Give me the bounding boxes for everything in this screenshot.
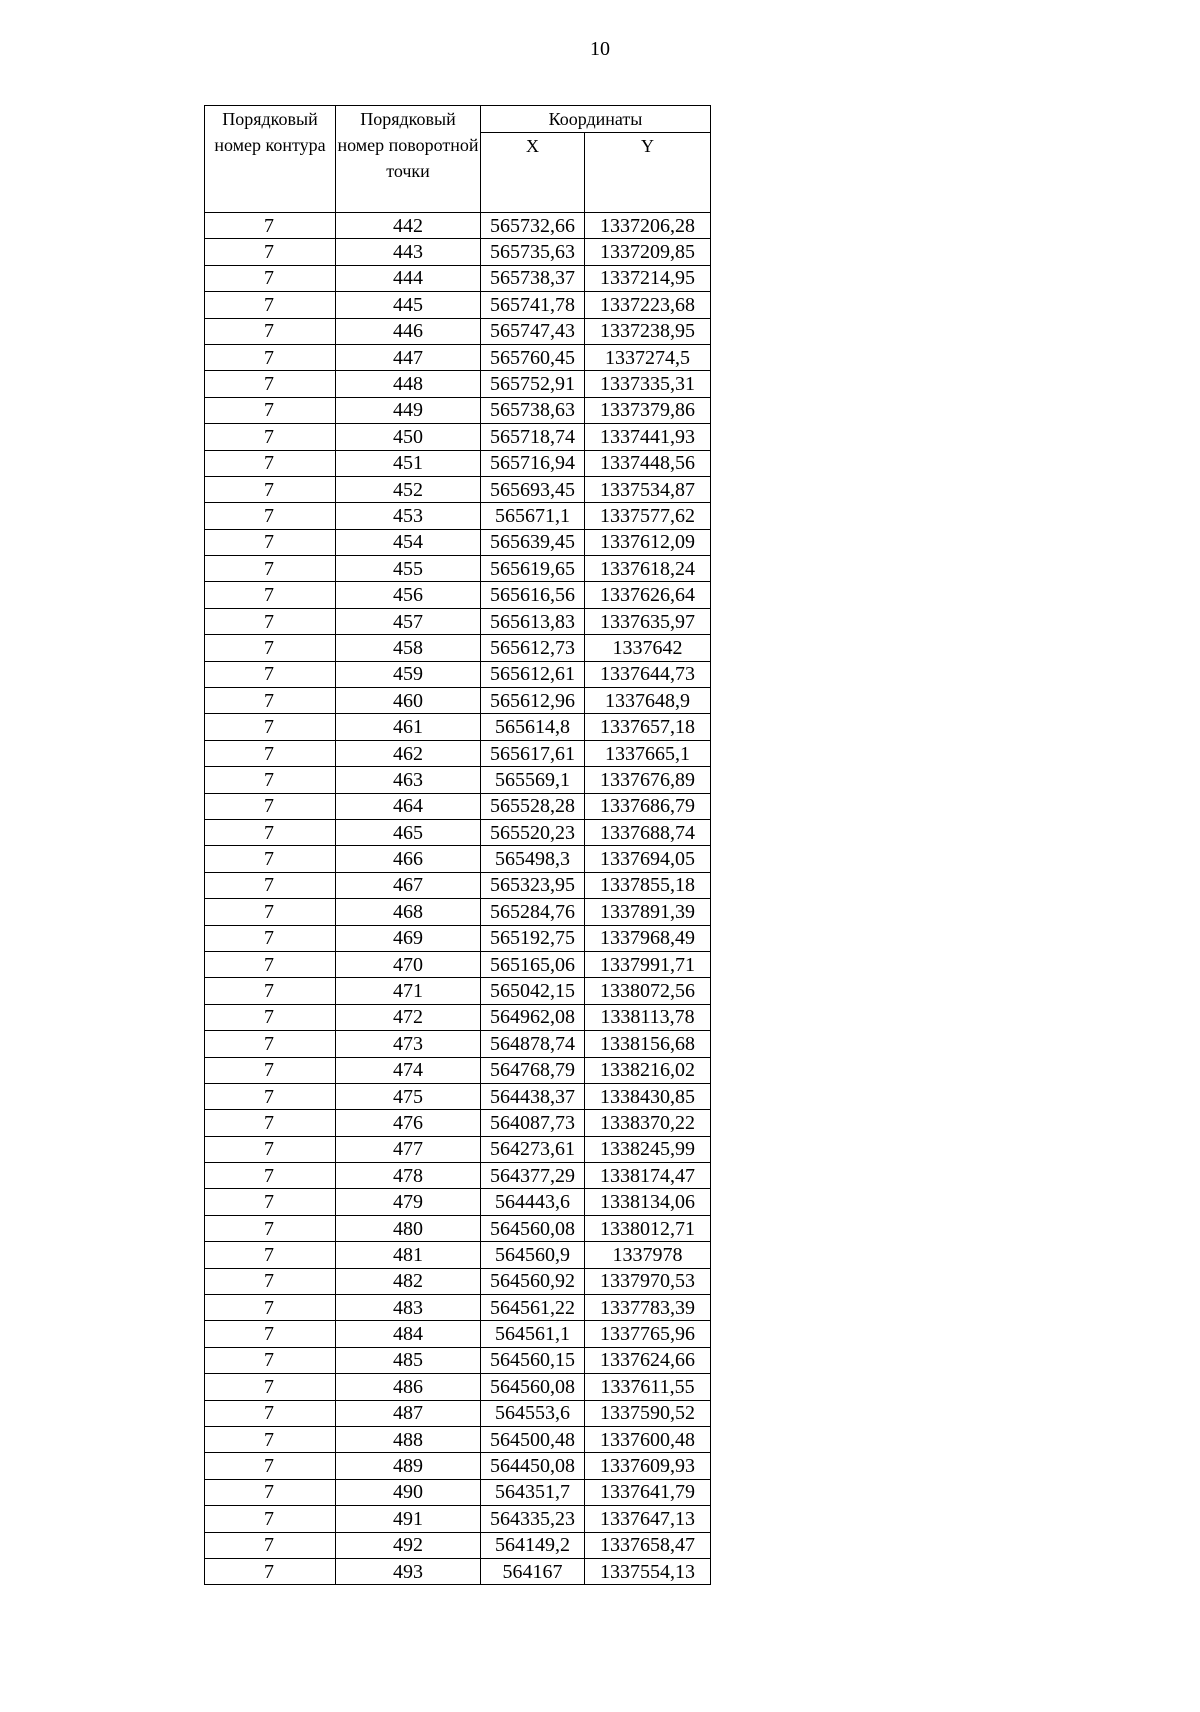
cell-y: 1337891,39 — [585, 899, 711, 925]
cell-contour: 7 — [205, 846, 336, 872]
cell-x: 564273,61 — [481, 1136, 585, 1162]
cell-x: 565732,66 — [481, 213, 585, 239]
cell-point-number: 457 — [336, 608, 481, 634]
cell-x: 565617,61 — [481, 740, 585, 766]
cell-y: 1337206,28 — [585, 213, 711, 239]
cell-x: 564561,1 — [481, 1321, 585, 1347]
cell-point-number: 446 — [336, 318, 481, 344]
table-row — [205, 1400, 711, 1426]
cell-y: 1338430,85 — [585, 1083, 711, 1109]
cell-contour: 7 — [205, 688, 336, 714]
cell-point-number: 490 — [336, 1479, 481, 1505]
cell-x: 565693,45 — [481, 476, 585, 502]
cell-point-number: 456 — [336, 582, 481, 608]
cell-contour: 7 — [205, 1110, 336, 1136]
cell-contour: 7 — [205, 1374, 336, 1400]
cell-y: 1338156,68 — [585, 1031, 711, 1057]
table-row — [205, 846, 711, 872]
cell-x: 565716,94 — [481, 450, 585, 476]
cell-y: 1337274,5 — [585, 344, 711, 370]
cell-x: 564438,37 — [481, 1083, 585, 1109]
cell-contour: 7 — [205, 767, 336, 793]
cell-x: 565738,63 — [481, 397, 585, 423]
cell-point-number: 472 — [336, 1004, 481, 1030]
cell-contour: 7 — [205, 1268, 336, 1294]
cell-contour: 7 — [205, 397, 336, 423]
cell-point-number: 453 — [336, 503, 481, 529]
header-x: X — [481, 133, 585, 213]
coordinates-table — [204, 105, 711, 1585]
cell-x: 565165,06 — [481, 951, 585, 977]
cell-contour: 7 — [205, 1426, 336, 1452]
cell-point-number: 458 — [336, 635, 481, 661]
cell-x: 565612,61 — [481, 661, 585, 687]
cell-point-number: 482 — [336, 1268, 481, 1294]
cell-x: 565639,45 — [481, 529, 585, 555]
header-coordinates: Координаты — [481, 106, 711, 133]
cell-contour: 7 — [205, 661, 336, 687]
cell-point-number: 444 — [336, 265, 481, 291]
cell-point-number: 448 — [336, 371, 481, 397]
cell-contour: 7 — [205, 1083, 336, 1109]
table-row — [205, 556, 711, 582]
cell-y: 1337618,24 — [585, 556, 711, 582]
cell-x: 564377,29 — [481, 1163, 585, 1189]
table-row — [205, 1031, 711, 1057]
cell-contour: 7 — [205, 1295, 336, 1321]
cell-contour: 7 — [205, 503, 336, 529]
cell-y: 1337968,49 — [585, 925, 711, 951]
table-row — [205, 1374, 711, 1400]
cell-point-number: 467 — [336, 872, 481, 898]
table-row — [205, 397, 711, 423]
table-row — [205, 793, 711, 819]
cell-x: 564149,2 — [481, 1532, 585, 1558]
cell-point-number: 479 — [336, 1189, 481, 1215]
table-row — [205, 424, 711, 450]
table-row — [205, 688, 711, 714]
cell-y: 1337783,39 — [585, 1295, 711, 1321]
cell-contour: 7 — [205, 1136, 336, 1162]
table-row — [205, 582, 711, 608]
cell-point-number: 488 — [336, 1426, 481, 1452]
cell-y: 1337657,18 — [585, 714, 711, 740]
cell-contour: 7 — [205, 1242, 336, 1268]
cell-point-number: 491 — [336, 1506, 481, 1532]
cell-x: 564560,08 — [481, 1374, 585, 1400]
cell-y: 1338216,02 — [585, 1057, 711, 1083]
cell-x: 564443,6 — [481, 1189, 585, 1215]
table-row — [205, 503, 711, 529]
cell-y: 1337238,95 — [585, 318, 711, 344]
cell-y: 1338072,56 — [585, 978, 711, 1004]
cell-x: 564553,6 — [481, 1400, 585, 1426]
table-body — [205, 213, 711, 1585]
cell-y: 1337214,95 — [585, 265, 711, 291]
table-row — [205, 1004, 711, 1030]
cell-point-number: 484 — [336, 1321, 481, 1347]
cell-x: 565042,15 — [481, 978, 585, 1004]
table-row — [205, 1295, 711, 1321]
table-row — [205, 1347, 711, 1373]
cell-y: 1337448,56 — [585, 450, 711, 476]
table-row — [205, 740, 711, 766]
cell-point-number: 475 — [336, 1083, 481, 1109]
cell-point-number: 460 — [336, 688, 481, 714]
cell-y: 1337577,62 — [585, 503, 711, 529]
table-row — [205, 1215, 711, 1241]
cell-contour: 7 — [205, 1031, 336, 1057]
cell-x: 565614,8 — [481, 714, 585, 740]
table-row — [205, 476, 711, 502]
cell-contour: 7 — [205, 1321, 336, 1347]
cell-contour: 7 — [205, 213, 336, 239]
cell-point-number: 477 — [336, 1136, 481, 1162]
table-row — [205, 1453, 711, 1479]
cell-contour: 7 — [205, 1506, 336, 1532]
cell-y: 1338174,47 — [585, 1163, 711, 1189]
cell-x: 565738,37 — [481, 265, 585, 291]
cell-contour: 7 — [205, 1479, 336, 1505]
table-row — [205, 925, 711, 951]
table-row — [205, 951, 711, 977]
cell-y: 1337600,48 — [585, 1426, 711, 1452]
table-row — [205, 1532, 711, 1558]
cell-x: 564450,08 — [481, 1453, 585, 1479]
cell-x: 564560,15 — [481, 1347, 585, 1373]
cell-point-number: 476 — [336, 1110, 481, 1136]
table-row — [205, 1506, 711, 1532]
cell-x: 565569,1 — [481, 767, 585, 793]
cell-y: 1337686,79 — [585, 793, 711, 819]
cell-point-number: 465 — [336, 819, 481, 845]
cell-x: 564561,22 — [481, 1295, 585, 1321]
cell-x: 565760,45 — [481, 344, 585, 370]
cell-x: 564560,9 — [481, 1242, 585, 1268]
cell-point-number: 468 — [336, 899, 481, 925]
table-row — [205, 1242, 711, 1268]
table-row — [205, 450, 711, 476]
cell-y: 1338113,78 — [585, 1004, 711, 1030]
table-row — [205, 608, 711, 634]
cell-y: 1337335,31 — [585, 371, 711, 397]
table-row — [205, 1321, 711, 1347]
cell-y: 1337609,93 — [585, 1453, 711, 1479]
cell-y: 1337554,13 — [585, 1558, 711, 1584]
cell-y: 1337624,66 — [585, 1347, 711, 1373]
header-contour-number: Порядковый номер контура — [205, 106, 336, 213]
cell-y: 1337611,55 — [585, 1374, 711, 1400]
cell-x: 565613,83 — [481, 608, 585, 634]
cell-point-number: 492 — [336, 1532, 481, 1558]
page-number: 10 — [590, 38, 610, 60]
table-row — [205, 714, 711, 740]
table-row — [205, 661, 711, 687]
cell-point-number: 450 — [336, 424, 481, 450]
cell-contour: 7 — [205, 872, 336, 898]
cell-contour: 7 — [205, 740, 336, 766]
cell-x: 564560,92 — [481, 1268, 585, 1294]
table-row — [205, 213, 711, 239]
cell-y: 1337641,79 — [585, 1479, 711, 1505]
table-row — [205, 1136, 711, 1162]
cell-y: 1337970,53 — [585, 1268, 711, 1294]
cell-y: 1337534,87 — [585, 476, 711, 502]
cell-contour: 7 — [205, 476, 336, 502]
cell-point-number: 452 — [336, 476, 481, 502]
cell-y: 1337676,89 — [585, 767, 711, 793]
header-y: Y — [585, 133, 711, 213]
cell-point-number: 485 — [336, 1347, 481, 1373]
cell-point-number: 478 — [336, 1163, 481, 1189]
cell-y: 1337765,96 — [585, 1321, 711, 1347]
cell-contour: 7 — [205, 714, 336, 740]
cell-contour: 7 — [205, 635, 336, 661]
cell-y: 1337688,74 — [585, 819, 711, 845]
cell-point-number: 483 — [336, 1295, 481, 1321]
cell-contour: 7 — [205, 239, 336, 265]
cell-y: 1337648,9 — [585, 688, 711, 714]
cell-y: 1337642 — [585, 635, 711, 661]
cell-x: 565612,73 — [481, 635, 585, 661]
cell-contour: 7 — [205, 819, 336, 845]
table-row — [205, 1558, 711, 1584]
cell-x: 565528,28 — [481, 793, 585, 819]
cell-y: 1337978 — [585, 1242, 711, 1268]
cell-contour: 7 — [205, 1558, 336, 1584]
cell-y: 1338370,22 — [585, 1110, 711, 1136]
table-row — [205, 872, 711, 898]
cell-contour: 7 — [205, 582, 336, 608]
table-row — [205, 1479, 711, 1505]
cell-contour: 7 — [205, 1163, 336, 1189]
cell-x: 565752,91 — [481, 371, 585, 397]
cell-point-number: 461 — [336, 714, 481, 740]
cell-point-number: 449 — [336, 397, 481, 423]
cell-point-number: 445 — [336, 292, 481, 318]
cell-contour: 7 — [205, 529, 336, 555]
cell-contour: 7 — [205, 344, 336, 370]
cell-contour: 7 — [205, 925, 336, 951]
cell-y: 1337441,93 — [585, 424, 711, 450]
cell-point-number: 459 — [336, 661, 481, 687]
cell-contour: 7 — [205, 1347, 336, 1373]
cell-y: 1337379,86 — [585, 397, 711, 423]
table-row — [205, 265, 711, 291]
table-row — [205, 239, 711, 265]
cell-x: 564500,48 — [481, 1426, 585, 1452]
cell-x: 565616,56 — [481, 582, 585, 608]
table-row — [205, 344, 711, 370]
cell-point-number: 442 — [336, 213, 481, 239]
cell-y: 1338134,06 — [585, 1189, 711, 1215]
cell-x: 565735,63 — [481, 239, 585, 265]
cell-x: 565741,78 — [481, 292, 585, 318]
cell-contour: 7 — [205, 1215, 336, 1241]
table-row — [205, 1268, 711, 1294]
table-row — [205, 1189, 711, 1215]
cell-y: 1337665,1 — [585, 740, 711, 766]
cell-point-number: 463 — [336, 767, 481, 793]
cell-contour: 7 — [205, 292, 336, 318]
cell-y: 1338245,99 — [585, 1136, 711, 1162]
cell-x: 564768,79 — [481, 1057, 585, 1083]
cell-contour: 7 — [205, 1532, 336, 1558]
cell-contour: 7 — [205, 1453, 336, 1479]
cell-contour: 7 — [205, 978, 336, 1004]
cell-x: 564167 — [481, 1558, 585, 1584]
cell-y: 1338012,71 — [585, 1215, 711, 1241]
cell-y: 1337694,05 — [585, 846, 711, 872]
cell-x: 564087,73 — [481, 1110, 585, 1136]
cell-x: 565323,95 — [481, 872, 585, 898]
cell-y: 1337855,18 — [585, 872, 711, 898]
cell-point-number: 481 — [336, 1242, 481, 1268]
cell-point-number: 489 — [336, 1453, 481, 1479]
cell-point-number: 486 — [336, 1374, 481, 1400]
cell-point-number: 474 — [336, 1057, 481, 1083]
cell-x: 565284,76 — [481, 899, 585, 925]
cell-contour: 7 — [205, 951, 336, 977]
cell-point-number: 487 — [336, 1400, 481, 1426]
cell-x: 565612,96 — [481, 688, 585, 714]
cell-y: 1337590,52 — [585, 1400, 711, 1426]
cell-point-number: 443 — [336, 239, 481, 265]
table-row — [205, 1163, 711, 1189]
cell-contour: 7 — [205, 1189, 336, 1215]
cell-y: 1337612,09 — [585, 529, 711, 555]
table-row — [205, 635, 711, 661]
cell-x: 565671,1 — [481, 503, 585, 529]
header-point-number: Порядковый номер поворотной точки — [336, 106, 481, 213]
cell-contour: 7 — [205, 371, 336, 397]
cell-x: 564351,7 — [481, 1479, 585, 1505]
cell-x: 565718,74 — [481, 424, 585, 450]
cell-x: 564962,08 — [481, 1004, 585, 1030]
cell-point-number: 469 — [336, 925, 481, 951]
cell-y: 1337658,47 — [585, 1532, 711, 1558]
table-row — [205, 899, 711, 925]
cell-point-number: 466 — [336, 846, 481, 872]
table-row — [205, 767, 711, 793]
cell-x: 565498,3 — [481, 846, 585, 872]
cell-y: 1337626,64 — [585, 582, 711, 608]
cell-point-number: 462 — [336, 740, 481, 766]
cell-contour: 7 — [205, 1004, 336, 1030]
cell-point-number: 473 — [336, 1031, 481, 1057]
cell-y: 1337647,13 — [585, 1506, 711, 1532]
table-row — [205, 1083, 711, 1109]
cell-point-number: 480 — [336, 1215, 481, 1241]
cell-x: 564560,08 — [481, 1215, 585, 1241]
cell-x: 564878,74 — [481, 1031, 585, 1057]
cell-point-number: 464 — [336, 793, 481, 819]
cell-y: 1337209,85 — [585, 239, 711, 265]
table-row — [205, 1426, 711, 1452]
cell-point-number: 447 — [336, 344, 481, 370]
cell-point-number: 451 — [336, 450, 481, 476]
cell-y: 1337223,68 — [585, 292, 711, 318]
table-row — [205, 978, 711, 1004]
cell-y: 1337644,73 — [585, 661, 711, 687]
cell-contour: 7 — [205, 608, 336, 634]
cell-point-number: 471 — [336, 978, 481, 1004]
table-row — [205, 529, 711, 555]
cell-contour: 7 — [205, 899, 336, 925]
cell-contour: 7 — [205, 265, 336, 291]
table-row — [205, 1110, 711, 1136]
cell-contour: 7 — [205, 556, 336, 582]
table-row — [205, 1057, 711, 1083]
cell-point-number: 455 — [336, 556, 481, 582]
cell-point-number: 470 — [336, 951, 481, 977]
table-row — [205, 318, 711, 344]
cell-x: 564335,23 — [481, 1506, 585, 1532]
cell-x: 565520,23 — [481, 819, 585, 845]
cell-point-number: 454 — [336, 529, 481, 555]
cell-y: 1337991,71 — [585, 951, 711, 977]
cell-contour: 7 — [205, 318, 336, 344]
table-row — [205, 292, 711, 318]
cell-point-number: 493 — [336, 1558, 481, 1584]
cell-y: 1337635,97 — [585, 608, 711, 634]
cell-x: 565619,65 — [481, 556, 585, 582]
cell-contour: 7 — [205, 793, 336, 819]
cell-x: 565192,75 — [481, 925, 585, 951]
cell-contour: 7 — [205, 1057, 336, 1083]
table-row — [205, 819, 711, 845]
cell-contour: 7 — [205, 1400, 336, 1426]
cell-contour: 7 — [205, 424, 336, 450]
cell-contour: 7 — [205, 450, 336, 476]
table-row — [205, 371, 711, 397]
cell-x: 565747,43 — [481, 318, 585, 344]
